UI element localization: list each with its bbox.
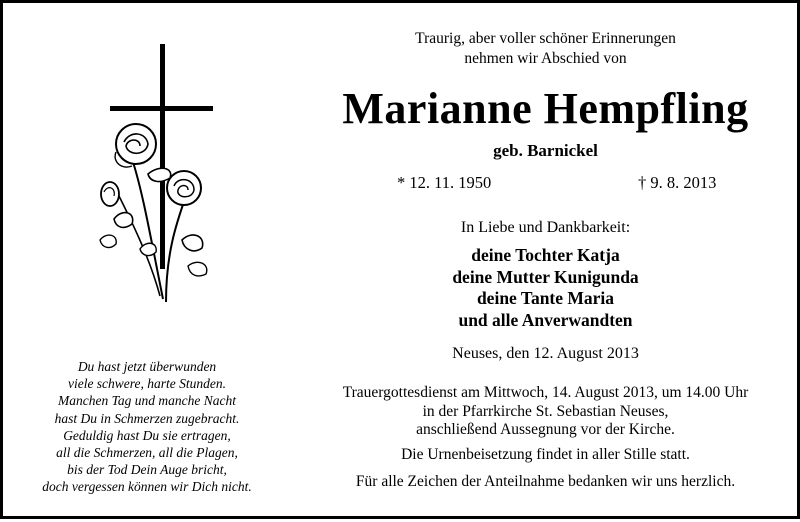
poem-line: Du hast jetzt überwunden xyxy=(77,359,217,374)
mourner: deine Tochter Katja xyxy=(471,245,620,265)
poem-line: all die Schmerzen, all die Plagen, xyxy=(56,445,238,461)
left-column xyxy=(6,6,286,519)
poem-line: Geduldig hast Du sie ertragen, xyxy=(63,427,231,443)
service-line: Trauergottesdienst am Mittwoch, 14. August 2013, um 14.00 Uhr xyxy=(342,384,749,401)
closing-thanks: Für alle Zeichen der Anteilnahme bedanken wir uns herzlich. xyxy=(355,473,736,490)
intro-line: nehmen wir Abschied von xyxy=(464,50,627,67)
poem-line: hast Du in Schmerzen zugebracht. xyxy=(54,410,240,426)
death-date: † 9. 8. 2013 xyxy=(638,173,717,192)
mourner: und alle Anverwandten xyxy=(458,309,633,330)
intro-text xyxy=(293,29,798,69)
mourner: deine Tante Maria xyxy=(476,288,615,308)
poem-line: Manchen Tag und manche Nacht xyxy=(58,393,236,409)
poem-line: viele schwere, harte Stunden. xyxy=(67,376,227,392)
mourner: deine Mutter Kunigunda xyxy=(452,266,639,287)
service-info xyxy=(293,384,798,440)
birth-date: * 12. 11. 1950 xyxy=(397,173,492,192)
poem-line: bis der Tod Dein Auge bricht, xyxy=(67,462,227,478)
service-line: in der Pfarrkirche St. Sebastian Neuses, xyxy=(422,402,669,420)
deceased-name: Marianne Hempfling xyxy=(342,84,749,133)
right-column xyxy=(293,3,798,522)
mourners-list xyxy=(293,245,798,331)
cross-with-roses-icon xyxy=(88,44,213,324)
intro-line: Traurig, aber voller schöner Erinnerungen xyxy=(415,30,676,47)
thanks-intro: In Liebe und Dankbarkeit: xyxy=(460,219,631,236)
service-line: anschließend Aussegnung vor der Kirche. xyxy=(416,421,675,438)
maiden-name: geb. Barnickel xyxy=(493,141,598,160)
poem-line: doch vergessen können wir Dich nicht. xyxy=(42,479,252,495)
memorial-poem xyxy=(16,358,278,496)
urn-burial-note: Die Urnenbeisetzung findet in aller Stille statt. xyxy=(401,446,690,463)
place-and-date: Neuses, den 12. August 2013 xyxy=(452,345,639,362)
